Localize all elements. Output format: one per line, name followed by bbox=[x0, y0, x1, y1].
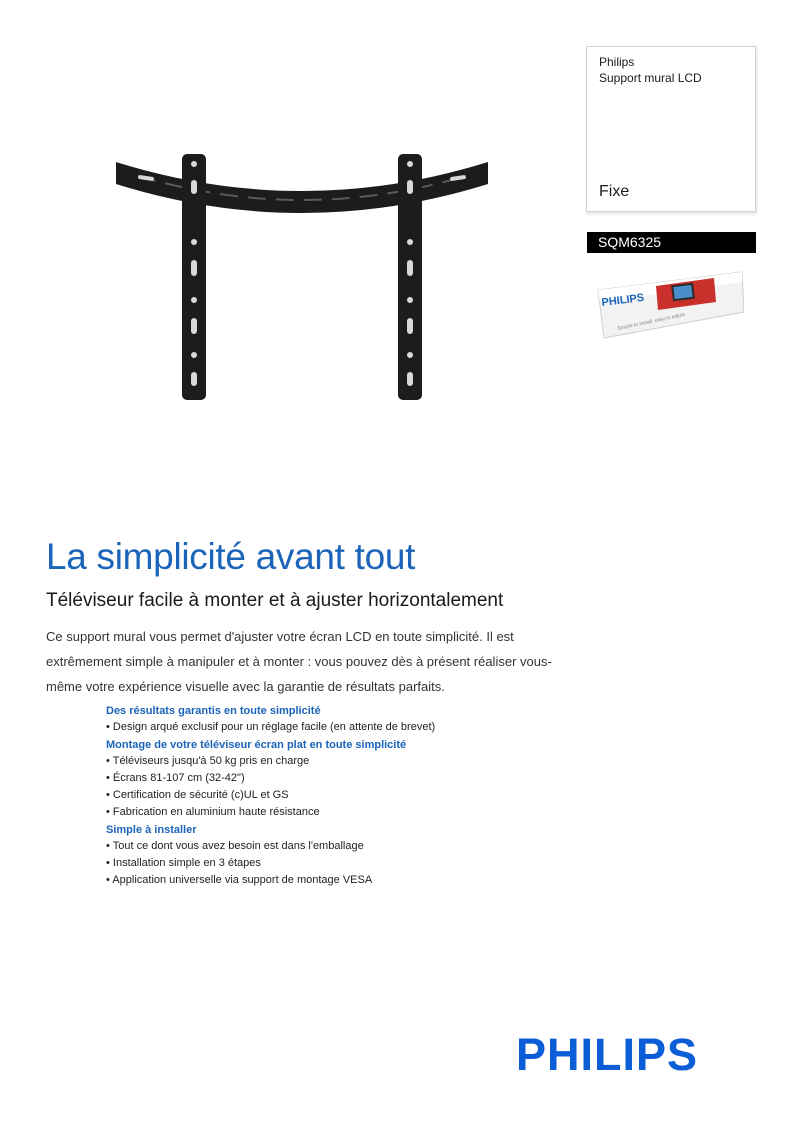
intro-paragraph: Ce support mural vous permet d'ajuster votre écran LCD en toute simplicité. Il est extrêmement simple à manipuler et à monter : vous pouvez dès à présent réaliser vous-même votre expérience visuelle avec la garantie de résultats parfaits. bbox=[46, 629, 552, 694]
feature-item: • Tout ce dont vous avez besoin est dans l'emballage bbox=[106, 838, 526, 855]
wall-mount-image bbox=[108, 150, 496, 408]
subheadline: Téléviseur facile à monter et à ajuster horizontalement bbox=[46, 590, 504, 611]
feature-item: • Certification de sécurité (c)UL et GS bbox=[106, 787, 526, 804]
feature-group bbox=[106, 738, 526, 821]
feature-title: Simple à installer bbox=[106, 824, 197, 836]
feature-item: • Écrans 81-107 cm (32-42") bbox=[106, 770, 526, 787]
feature-item: • Design arqué exclusif pour un réglage facile (en attente de brevet) bbox=[106, 719, 526, 736]
packaging-tagline: Simple to install, easy to adjust bbox=[617, 311, 686, 332]
model-number: SQM6325 bbox=[587, 232, 756, 253]
feature-item: • Installation simple en 3 étapes bbox=[106, 855, 526, 872]
philips-logo bbox=[516, 1030, 758, 1076]
brand-name: Philips bbox=[599, 55, 635, 69]
packaging-brand: PHILIPS bbox=[600, 291, 645, 309]
feature-item: • Téléviseurs jusqu'à 50 kg pris en charge bbox=[106, 753, 526, 770]
product-variant: Fixe bbox=[599, 183, 630, 200]
feature-item: • Fabrication en aluminium haute résistance bbox=[106, 804, 526, 821]
packaging-image bbox=[594, 268, 744, 340]
feature-list bbox=[106, 704, 526, 891]
product-type: Support mural LCD bbox=[599, 71, 702, 85]
feature-group bbox=[106, 823, 526, 889]
headline: La simplicité avant tout bbox=[46, 536, 416, 577]
feature-title: Des résultats garantis en toute simplicité bbox=[106, 705, 321, 717]
logo-text: PHILIPS bbox=[516, 1030, 699, 1076]
feature-title: Montage de votre téléviseur écran plat en toute simplicité bbox=[106, 739, 407, 751]
product-info-box bbox=[586, 46, 756, 212]
feature-item: • Application universelle via support de montage VESA bbox=[106, 872, 526, 889]
feature-group bbox=[106, 704, 526, 736]
